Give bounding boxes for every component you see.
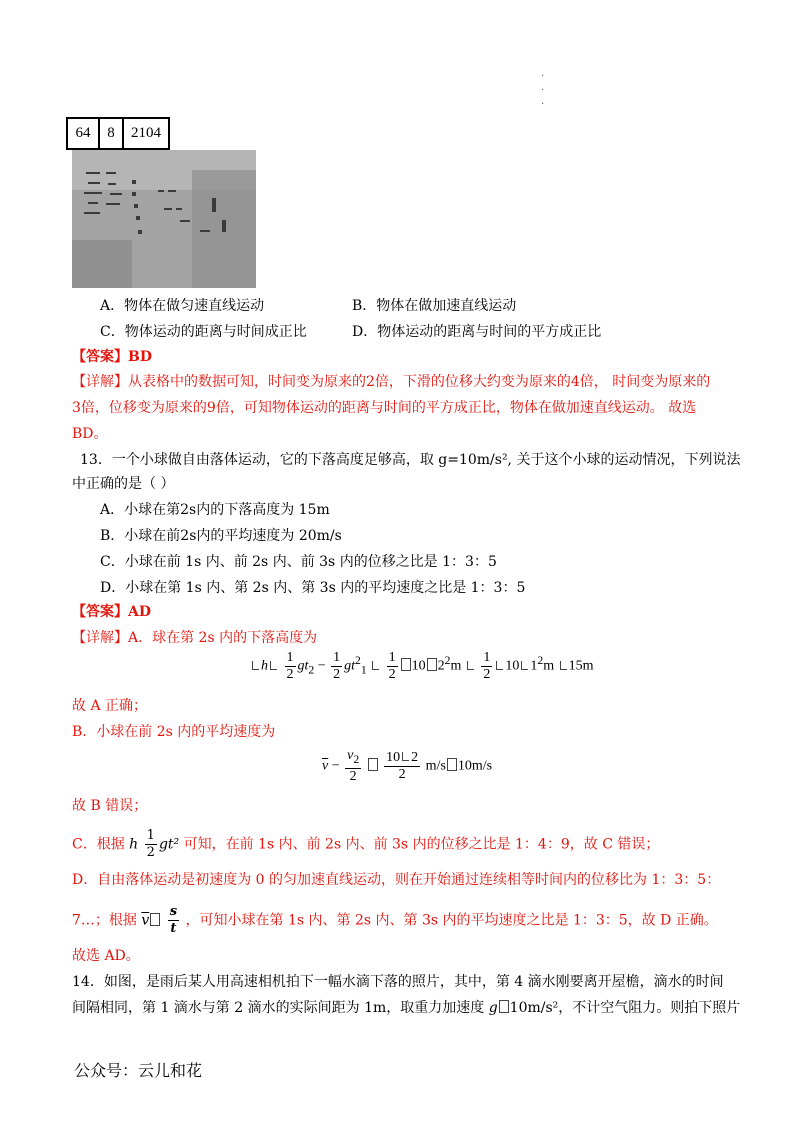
text: 可知，在前 1s 内、前 2s 内、前 3s 内的位移之比是 1：4：9，故 C 错误； — [183, 836, 660, 853]
formula-symbol: v — [347, 748, 354, 763]
frac-numerator: 1 — [483, 650, 491, 665]
q13-detail-d: D．自由落体运动是初速度为 0 的匀加速直线运动，则在开始通过连续相等时间内的位移比为 1：3：5： — [72, 872, 721, 888]
formula-symbol: gt² — [158, 836, 180, 853]
formula-number: 2 — [437, 658, 445, 674]
formula-unit: m — [543, 658, 555, 674]
frac-numerator: 1 — [286, 650, 294, 665]
formula-symbol: gt — [297, 658, 309, 674]
q13-conclusion-b: 故 B 错误； — [72, 798, 148, 814]
frac-denominator: t — [170, 921, 177, 936]
text: 间隔相同，第 1 滴水与第 2 滴水的实际间距为 1m，取重力加速度 — [72, 1000, 485, 1016]
data-sheet-photo — [72, 150, 256, 288]
table-row — [67, 118, 169, 149]
frac-denominator: 2 — [286, 667, 294, 682]
q12-detail-line: 3倍，位移变为原来的9倍，可知物体运动的距离与时间的平方成正比，物体在做加速直线运动。 故选 — [72, 400, 697, 416]
frac-denominator: 2 — [349, 768, 357, 784]
q12-answer: 【答案】BD — [72, 349, 152, 365]
table-cell: 8 — [99, 118, 123, 149]
frac-numerator: s — [169, 904, 178, 919]
formula-unit: m — [450, 658, 462, 674]
frac-denominator: 2 — [146, 845, 155, 860]
q13-stem: 13．一个小球做自由落体运动，它的下落高度足够高，取 g=10m/s², 关于这个小球的运动情况，下列说法 — [80, 452, 741, 468]
formula-height: h $\frac{1}{2}$ $gt_2$ − $\frac{1}{2}$ $gt^2_1$ $\frac{1}{2}$ 10 $2^2m$ $\frac{1}{2}$ 10 $1^2m$ 15m — [250, 650, 594, 683]
formula-number: 1 — [530, 658, 538, 674]
frac-numerator: 1 — [146, 828, 155, 843]
q13-option-a: A．小球在第2s内的下落高度为 15m — [100, 502, 330, 518]
formula-number: 10 — [505, 658, 520, 674]
formula-result: 10m/s — [457, 758, 493, 774]
formula-unit: m/s — [425, 758, 446, 774]
q13-option-c: C．小球在前 1s 内、前 2s 内、前 3s 内的位移之比是 1：3：5 — [100, 554, 497, 570]
q13-detail-c — [72, 828, 659, 861]
formula-symbol: gt — [344, 658, 356, 674]
frac-numerator: 1 — [388, 650, 396, 665]
frac-denominator: 2 — [398, 766, 406, 782]
q12-option-a: A．物体在做匀速直线运动 — [100, 298, 265, 314]
q13-option-b: B．小球在前2s内的平均速度为 20m/s — [100, 528, 342, 544]
q13-stem: 中正确的是（ ） — [72, 476, 175, 492]
q12-detail-line: BD。 — [72, 426, 108, 442]
footer-label: 公众号：云儿和花 — [74, 1061, 203, 1080]
q13-conclusion-a: 故 A 正确； — [72, 698, 148, 714]
formula-symbol: h — [261, 658, 268, 674]
q12-detail-line: 【详解】从表格中的数据可知，时间变为原来的2倍，下滑的位移大约变为原来的4倍， 时间变为原来的 — [72, 374, 711, 390]
q13-answer: 【答案】AD — [72, 604, 152, 620]
formula-symbol: h — [129, 836, 139, 853]
q12-option-d: D．物体运动的距离与时间的平方成正比 — [352, 324, 602, 340]
formula-number: 10 — [411, 658, 426, 674]
q13-detail-b: B．小球在前 2s 内的平均速度为 — [72, 724, 276, 740]
frac-denominator: 2 — [388, 667, 396, 682]
frac-numerator: 1 — [333, 650, 341, 665]
text: ，不计空气阻力。则拍下照片 — [558, 1000, 741, 1016]
q14-stem — [72, 998, 740, 1018]
frac-denominator: 2 — [483, 667, 491, 682]
q14-stem: 14．如图，是雨后某人用高速相机拍下一幅水滴下落的照片，其中，第 4 滴水刚要离开屋檐，滴水的时间 — [72, 974, 724, 990]
frac-denominator: 2 — [333, 667, 341, 682]
formula-symbol: g — [488, 1000, 498, 1016]
formula-value: 10m/s² — [509, 1000, 559, 1016]
formula-subscript: 2 — [308, 663, 315, 677]
formula-symbol: $\overline{v}$ — [141, 912, 150, 929]
formula-result: 15m — [568, 658, 594, 674]
formula-subscript: 1 — [360, 663, 367, 677]
text: 7…；根据 — [72, 912, 137, 929]
formula-symbol: $\overline{v}$ — [322, 758, 329, 774]
q13-detail-a: 【详解】A．球在第 2s 内的下落高度为 — [72, 630, 318, 646]
q13-detail-d-cont — [72, 904, 718, 937]
formula-superscript: 2 — [355, 654, 361, 668]
table-cell: 64 — [67, 118, 99, 149]
data-table — [66, 117, 170, 150]
q12-option-b: B．物体在做加速直线运动 — [352, 298, 517, 314]
frac-numerator: 10 — [386, 749, 401, 765]
text: ，可知小球在第 1s 内、第 2s 内、第 3s 内的平均速度之比是 1：3：5，故 D 正确。 — [185, 912, 718, 929]
formula-average-velocity: $\overline{v}$ − $\frac{v_2}{2}$ $\frac{10 2}{2}$ m/s 10m/s — [322, 748, 493, 784]
text: C．根据 — [72, 836, 125, 853]
q12-option-c: C．物体运动的距离与时间成正比 — [100, 324, 307, 340]
decorative-dots: · · · — [541, 71, 545, 110]
table-cell: 2104 — [123, 118, 169, 149]
formula-subscript: 2 — [353, 752, 360, 766]
q13-final: 故选 AD。 — [72, 948, 140, 964]
q13-option-d: D．小球在第 1s 内、第 2s 内、第 3s 内的平均速度之比是 1：3：5 — [100, 580, 526, 596]
